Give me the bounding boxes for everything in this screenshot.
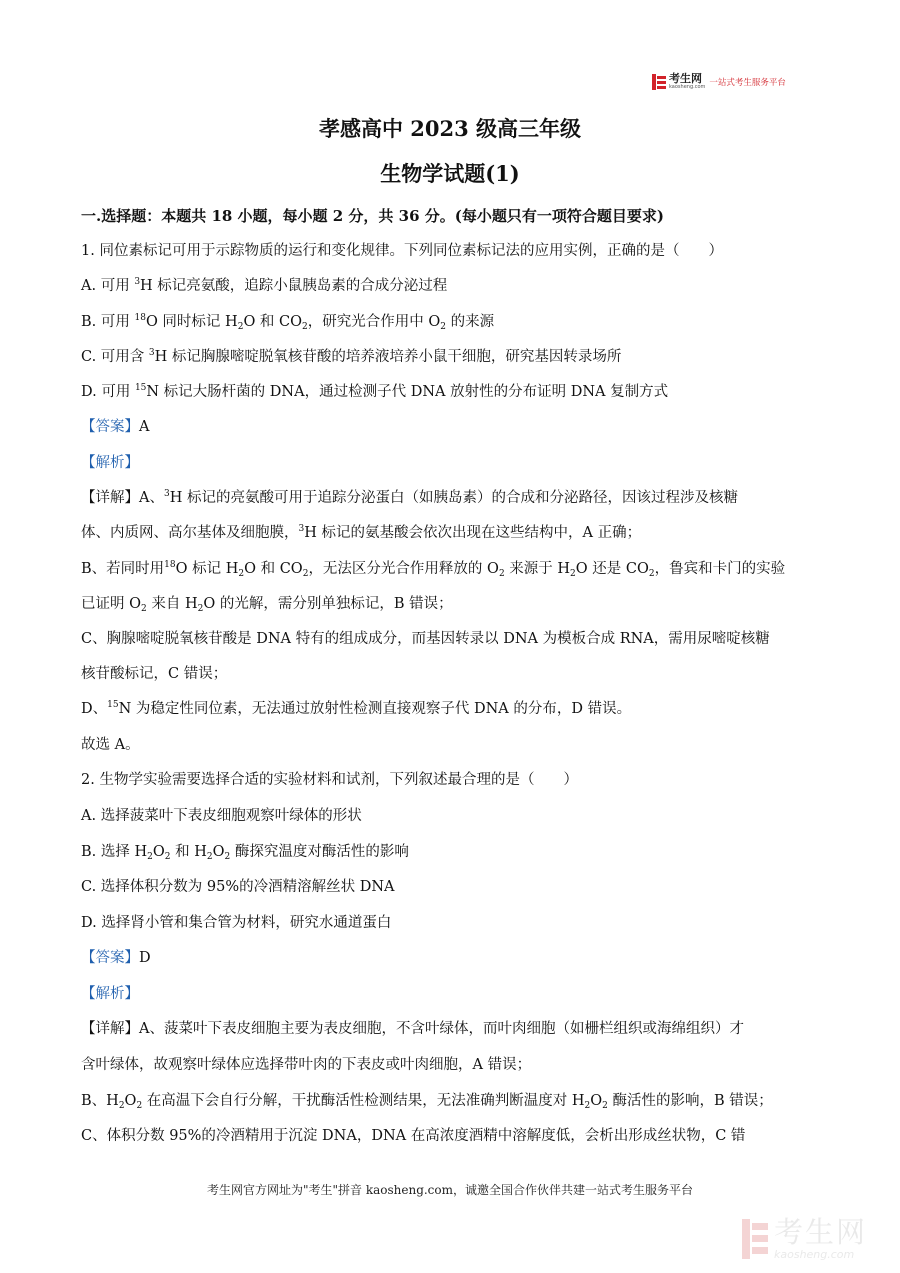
q1-explanation-7: D、$^{15}$N 为稳定性同位素，无法通过放射性检测直接观察子代 DNA 的分布，D 错误。 [81,700,632,717]
watermark-name: 考生网 [774,1215,868,1249]
q2-explanation-1: 【详解】A、菠菜叶下表皮细胞主要为表皮细胞，不含叶绿体，而叶肉细胞（如栅栏组织或海绵组织）才 [81,1021,744,1037]
q2-explanation-3: B、$H_2O_2$ 在高温下会自行分解，干扰酶活性检测结果，无法准确判断温度对 $H_2O_2$ 酶活性的影响，B 错误； [81,1093,773,1111]
q2-answer: 【答案】D [81,950,151,966]
logo-name: 考生网 [669,72,702,85]
page-title: 孝感高中 2023 级高三年级 [318,116,582,141]
q2-analysis-tag: 【解析】 [81,986,139,1002]
page-subtitle: 生物学试题(1) [380,161,520,186]
q1-stem: 1. 同位素标记可用于示踪物质的运行和变化规律。下列同位素标记法的应用实例，正确的是（ ） [81,243,723,259]
header-logo[interactable] [652,73,786,90]
q1-answer: 【答案】A [81,419,150,435]
answer-tag: 【答案】 [81,419,139,435]
q1-option-b: B. 可用 $^{18}$O 同时标记 $H_2O$ 和 $CO_2$，研究光合作用中 $O_2$ 的来源 [81,313,495,332]
q1-option-d: D. 可用 $^{15}$N 标记大肠杆菌的 DNA，通过检测子代 DNA 放射性的分布证明 DNA 复制方式 [81,383,669,400]
q2-option-a: A. 选择菠菜叶下表皮细胞观察叶绿体的形状 [81,808,362,824]
q1-explanation-5: C、胸腺嘧啶脱氧核苷酸是 DNA 特有的组成成分，而基因转录以 DNA 为模板合成 RNA，需用尿嘧啶核糖 [81,631,770,647]
q2-option-b: B. 选择 $H_2O_2$ 和 $H_2O_2$ 酶探究温度对酶活性的影响 [81,844,409,862]
q1-explanation-3: B、若同时用$^{18}$O 标记 $H_2O$ 和 $CO_2$，无法区分光合作用释放的 $O_2$ 来源于 $H_2O$ 还是 $CO_2$，鲁宾和卡门的实验 [81,560,786,579]
q2-stem: 2. 生物学实验需要选择合适的实验材料和试剂，下列叙述最合理的是（ ） [81,772,578,788]
logo-tagline: 一站式考生服务平台 [709,77,786,88]
logo-domain: kaosheng.com [669,84,706,90]
q1-analysis-tag: 【解析】 [81,455,139,471]
q1-conclusion: 故选 A。 [81,737,140,753]
watermark-logo [742,1215,868,1261]
q1-explanation-1: 【详解】A、$^3$H 标记的亮氨酸可用于追踪分泌蛋白（如胰岛素）的合成和分泌路径，因该过程涉及核糖 [81,489,738,506]
answer-tag: 【答案】 [81,950,139,966]
q1-option-c: C. 可用含 $^3$H 标记胸腺嘧啶脱氧核苷酸的培养液培养小鼠干细胞，研究基因转录场所 [81,348,622,365]
q2-option-c: C. 选择体积分数为 95%的冷酒精溶解丝状 DNA [81,879,395,895]
q1-explanation-2: 体、内质网、高尔基体及细胞膜，$^3$H 标记的氨基酸会依次出现在这些结构中，A 正确； [81,524,642,541]
kaosheng-watermark-icon [742,1219,768,1259]
q2-option-d: D. 选择肾小管和集合管为材料，研究水通道蛋白 [81,915,392,931]
watermark-domain: kaosheng.com [774,1248,855,1261]
footer-text: 考生网官方网址为"考生"拼音 kaosheng.com，诚邀全国合作伙伴共建一站式考生服务平台 [206,1183,694,1197]
q2-explanation-4: C、体积分数 95%的冷酒精用于沉淀 DNA，DNA 在高浓度酒精中溶解度低，会析出形成丝状物，C 错 [81,1128,746,1144]
q1-explanation-4: 已证明 $O_2$ 来自 $H_2O$ 的光解，需分别单独标记，B 错误； [81,596,453,614]
kaosheng-logo-icon [652,74,666,90]
q2-explanation-2: 含叶绿体，故观察叶绿体应选择带叶肉的下表皮或叶肉细胞，A 错误； [81,1057,532,1073]
q1-explanation-6: 核苷酸标记，C 错误； [81,666,228,682]
q1-option-a: A. 可用 $^3$H 标记亮氨酸，追踪小鼠胰岛素的合成分泌过程 [81,277,448,294]
section-heading: 一.选择题：本题共 18 小题，每小题 2 分，共 36 分。(每小题只有一项符合题目要求) [81,207,664,225]
